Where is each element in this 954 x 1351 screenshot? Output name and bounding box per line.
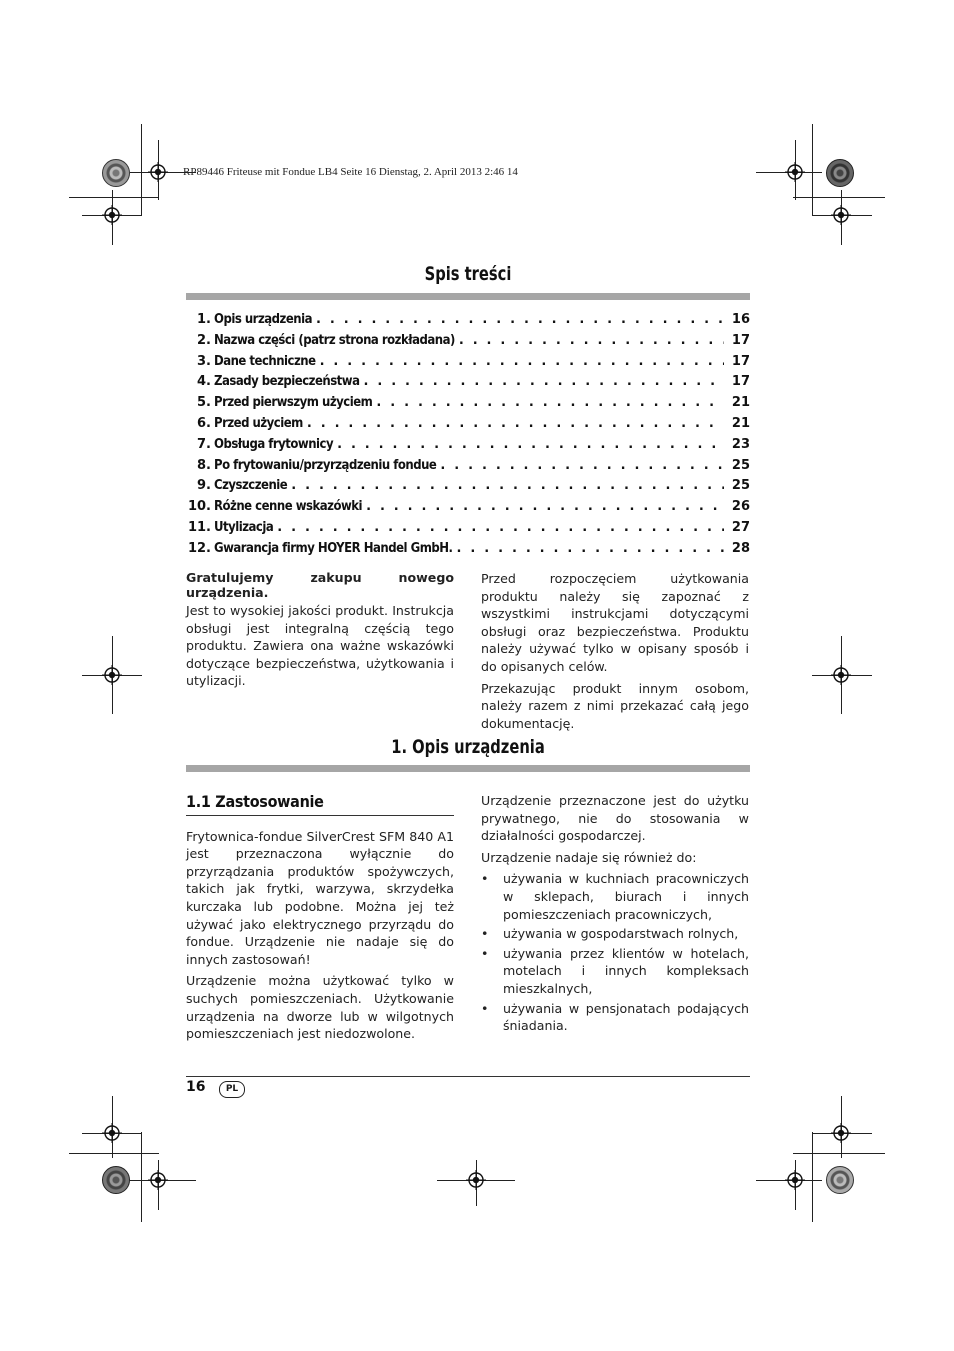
color-target-icon [826,1166,854,1194]
intro-right-paragraph-2: Przekazując produkt innym osobom, należy razem z nimi przekazać całą jego dokumentację. [481,680,749,731]
toc-leader-dots [320,354,724,369]
toc-entry [186,416,750,437]
toc-title: Spis treści [424,263,512,285]
toc-entry [186,354,750,375]
toc-entry-page: 28 [731,540,750,556]
footer-rule [186,1076,750,1077]
toc-entry-page: 27 [731,519,750,535]
registration-mark-icon [102,1123,122,1143]
color-target-icon [826,159,854,187]
intro-left-text: Jest to wysokiej jakości produkt. Instrukcja obsługi jest integralną częścią tego produktu. Zawiera ona ważne wskazówki dotyczące bezpieczeństwa, użytkowania i utylizacji. [186,603,454,689]
color-target-icon [102,159,130,187]
toc-entry [186,541,750,562]
usage-list [481,870,749,1034]
toc-entry-number: 5. [197,395,211,411]
toc-entry-label: Przed pierwszym użyciem [214,395,373,411]
toc-entry-label: Różne cenne wskazówki [214,499,363,515]
toc-entry [186,374,750,395]
registration-mark-icon [831,665,851,685]
toc-entry [186,333,750,354]
toc-leader-dots [459,333,724,348]
section-right-paragraph-1: Urządzenie przeznaczone jest do użytku prywatnego, nie do stosowania w działalności gospodarczej. [481,793,749,844]
toc-entry-number: 7. [197,436,211,452]
toc-leader-dots [457,541,725,556]
toc-entry-number: 6. [197,415,211,431]
toc-leader-dots [363,374,724,389]
toc-entry-page: 26 [731,499,750,515]
toc-entry-label: Po frytowaniu/przyrządzeniu fondue [214,457,437,473]
toc-leader-dots [316,312,724,327]
section-right-column [481,792,749,1037]
toc-entry-page: 17 [731,353,750,369]
list-item: • używania w kuchniach pracowniczych w sklepach, biurach i innych pomieszczeniach pracowniczych, [481,870,749,923]
toc-leader-dots [291,478,724,493]
registration-mark-icon [831,1123,851,1143]
registration-mark-icon [785,1170,805,1190]
toc-entry-label: Przed użyciem [214,415,303,431]
toc-entry-number: 10. [187,499,211,515]
section-title-bar [186,765,750,772]
toc-entry-page: 25 [731,457,750,473]
toc-entry-page: 16 [731,312,750,327]
language-badge: PL [219,1081,245,1098]
toc-entry-label: Opis urządzenia [214,312,312,327]
toc-entry [186,520,750,541]
toc-entry-page: 25 [731,478,750,494]
intro-left-column [186,570,454,694]
print-imprint: RP89446 Friteuse mit Fondue LB4 Seite 16 Dienstag, 2. April 2013 2:46 14 [183,166,518,178]
registration-mark-icon [148,162,168,182]
list-item: • używania w gospodarstwach rolnych, [481,925,749,943]
section-title: 1. Opis urządzenia [391,736,545,758]
toc-entry-page: 23 [731,436,750,452]
toc-leader-dots [277,520,724,535]
section-left-paragraph-2: Urządzenie można użytkować tylko w suchych pomieszczeniach. Użytkowanie urządzenia na dworze lub w wilgotnych pomieszczeniach jest niedozwolone. [186,973,454,1042]
toc-entry [186,458,750,479]
intro-right-paragraph-1: Przed rozpoczęciem użytkowania produktu należy się zapoznać z wszystkimi instrukcjami dotyczącymi obsługi oraz bezpieczeństwa. Produktu należy używać tylko w opisany sposób i do opisanych celów. [481,571,749,674]
toc-entry-page: 21 [731,415,750,431]
list-item: • używania przez klientów w hotelach, motelach i innych kompleksach mieszkalnych, [481,945,749,998]
toc-entry-label: Nazwa części (patrz strona rozkładana) [214,332,455,348]
color-target-icon [102,1166,130,1194]
section-left-column [186,793,454,1047]
registration-mark-icon [785,162,805,182]
registration-mark-icon [466,1170,486,1190]
registration-mark-icon [831,205,851,225]
registration-mark-icon [102,205,122,225]
subtitle-rule [186,815,454,816]
toc-entry-number: 4. [197,374,211,390]
toc-entry-label: Utylizacja [214,519,274,535]
toc-title-bar [186,293,750,300]
toc-entry-number: 9. [197,478,211,494]
toc-entry [186,437,750,458]
intro-right-column [481,570,749,736]
toc-entry-page: 17 [731,374,750,390]
toc-entry-number: 11. [187,519,211,535]
toc-entry-label: Obsługa frytownicy [214,436,334,452]
toc-entry-number: 8. [197,457,211,473]
toc-entry-label: Czyszczenie [214,478,288,494]
registration-mark-icon [102,665,122,685]
toc-entry-page: 17 [731,332,750,348]
table-of-contents [186,312,750,562]
intro-heading: Gratulujemy zakupu nowego urządzenia. [186,570,454,600]
toc-entry-number: 2. [197,332,211,348]
page-number: 16 [186,1079,206,1095]
toc-leader-dots [337,437,724,452]
toc-entry-page: 21 [731,395,750,411]
toc-entry-number: 3. [197,353,211,369]
toc-leader-dots [440,458,724,473]
section-right-paragraph-2: Urządzenie nadaje się również do: [481,849,697,865]
list-item: • używania w pensjonatach podających śniadania. [481,1000,749,1035]
toc-entry [186,312,750,333]
toc-leader-dots [376,395,724,410]
toc-entry [186,478,750,499]
toc-entry-label: Gwarancja firmy HOYER Handel GmbH. [214,540,453,556]
toc-leader-dots [307,416,724,431]
toc-entry-label: Dane techniczne [214,353,316,369]
toc-entry-label: Zasady bezpieczeństwa [214,374,360,390]
registration-mark-icon [148,1170,168,1190]
toc-leader-dots [366,499,724,514]
toc-entry [186,499,750,520]
toc-entry-number: 1. [197,312,211,327]
toc-entry [186,395,750,416]
toc-entry-number: 12. [187,540,211,556]
section-subtitle: 1.1 Zastosowanie [186,792,324,811]
section-left-paragraph-1: Frytownica-fondue SilverCrest SFM 840 A1 jest przeznaczona wyłącznie do przyrządzania produktów spożywczych, takich jak frytki, warzywa, skrzydełka kurczaka lub podobne. Można jej też używać jako elektrycznego przyrządu do fondue. Urządzenie nie nadaje się do innych zastosowań! [186,828,454,967]
